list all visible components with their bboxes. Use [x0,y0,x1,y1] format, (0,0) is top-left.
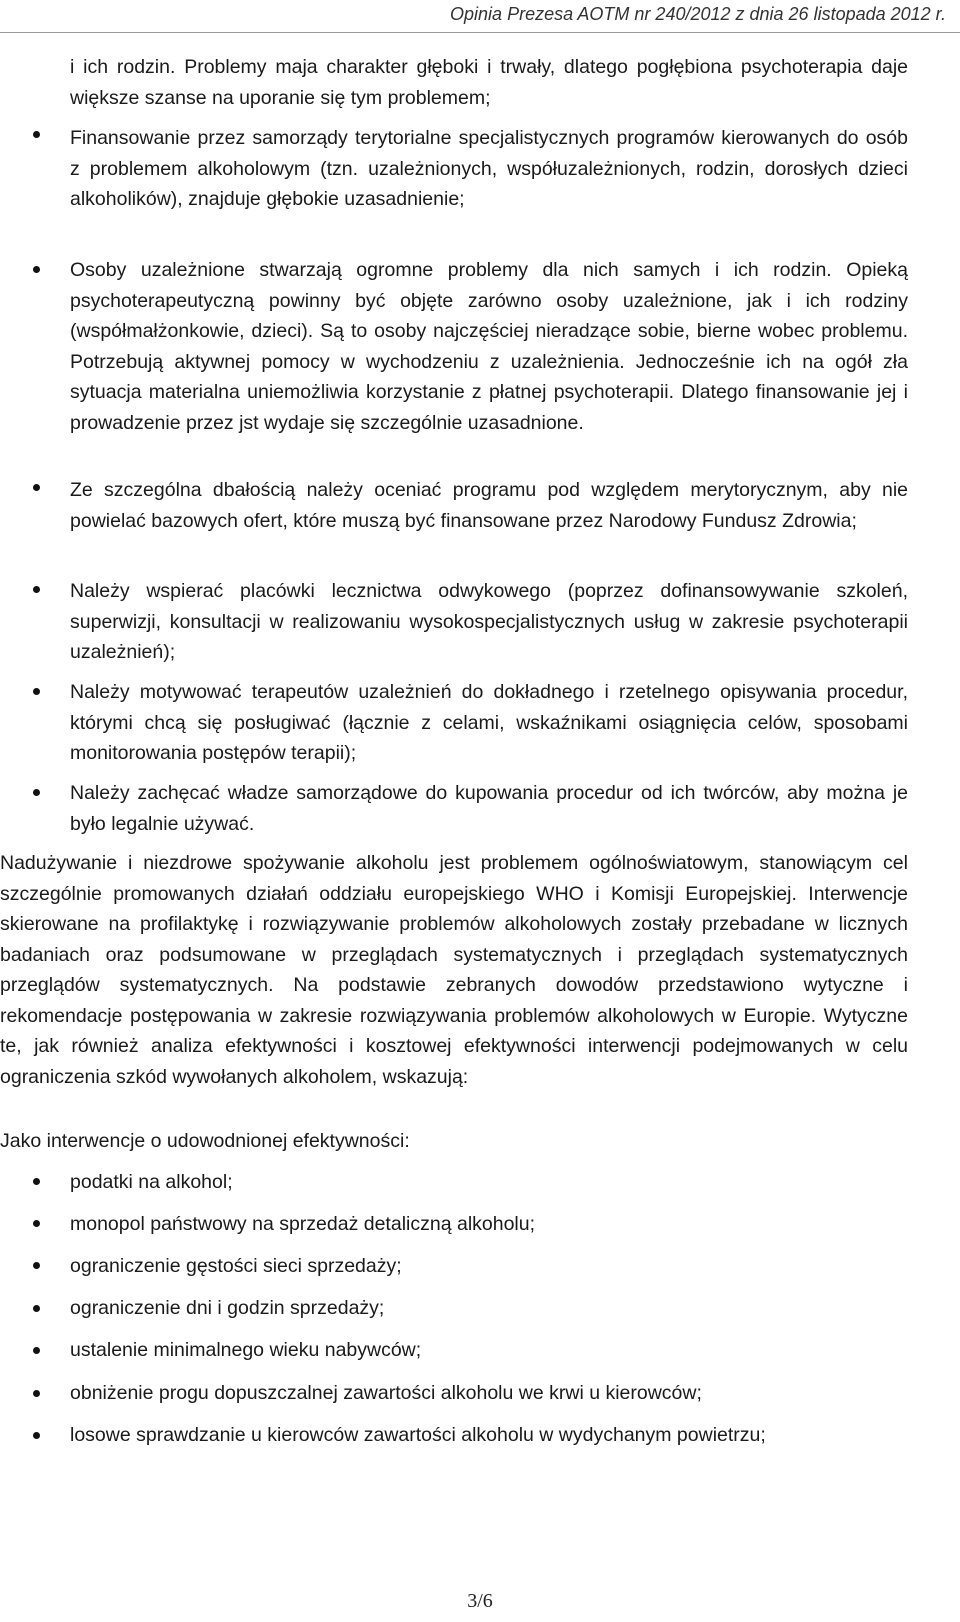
list-item: monopol państwowy na sprzedaż detaliczną alkoholu; [70,1213,536,1235]
list-item: ograniczenie gęstości sieci sprzedaży; [70,1255,402,1277]
bullet-icon [33,1178,40,1185]
body-paragraph: Nadużywanie i niezdrowe spożywanie alkoholu jest problemem ogólnoświatowym, stanowiącym cel szczególnie promowanych działań oddziału europejskiego WHO i Komisji Europejskiej. Interwencje skierowane na profilaktykę i rozwiązywanie problemów alkoholowych zostały przebadane w licznych badaniach oraz podsumowane w przeglądach systematycznych i przeglądach systematycznych przeglądów systematycznych. Na podstawie zebranych dowodów przedstawiono wytyczne i rekomendacje postępowania w zakresie rozwiązywania problemów alkoholowych w Europie. Wytyczne te, jak również analiza efektywności i kosztowej efektywności interwencji podejmowanych w celu ograniczenia szkód wywołanych alkoholem, wskazują: [0,852,908,1088]
bullet-icon [33,266,40,273]
bullet-icon [33,1432,40,1439]
list-intro: Jako interwencje o udowodnionej efektywności: [0,1130,410,1152]
bullet-icon [33,688,40,695]
bullet-icon [33,1390,40,1397]
list-item: ustalenie minimalnego wieku nabywców; [70,1339,422,1361]
bullet-icon [33,586,40,593]
continuation-text: i ich rodzin. Problemy maja charakter głęboki i trwały, dlatego pogłębiona psychoterapia daje większe szanse na uporanie się tym problemem; [70,56,908,109]
page-header: Opinia Prezesa AOTM nr 240/2012 z dnia 26 listopada 2012 r. [450,4,946,24]
bullet-icon [33,1220,40,1227]
list-item: Finansowanie przez samorządy terytorialne specjalistycznych programów kierowanych do osób z problemem alkoholowym (tzn. uzależnionych, współuzależnionych, rodzin, dorosłych dzieci alkoholików), znajduje głębokie uzasadnienie; [70,127,908,210]
bullet-icon [33,789,40,796]
bullet-icon [33,1262,40,1269]
bullet-icon [33,131,40,138]
list-item: obniżenie progu dopuszczalnej zawartości alkoholu we krwi u kierowców; [70,1382,702,1404]
header-divider [0,32,960,33]
list-item: ograniczenie dni i godzin sprzedaży; [70,1297,385,1319]
bullet-icon [33,484,40,491]
list-item: Osoby uzależnione stwarzają ogromne problemy dla nich samych i ich rodzin. Opieką psychoterapeutyczną powinny być objęte zarówno osoby uzależnione, jak i ich rodziny (współmałżonkowie, dzieci). Są to osoby najczęściej nieradzące sobie, bierne wobec problemu. Potrzebują aktywnej pomocy w wychodzeniu z uzależnienia. Jednocześnie ich na ogół zła sytuacja materialna uniemożliwia korzystanie z płatnej psychoterapii. Dlatego finansowanie jej i prowadzenie przez jst wydaje się szczególnie uzasadnione. [70,259,908,434]
bullet-icon [33,1347,40,1354]
bullet-icon [33,1305,40,1312]
list-item: Ze szczególna dbałością należy oceniać programu pod względem merytorycznym, aby nie powielać bazowych ofert, które muszą być finansowane przez Narodowy Fundusz Zdrowia; [70,479,908,532]
page-number: 3/6 [467,1590,493,1612]
list-item: Należy motywować terapeutów uzależnień do dokładnego i rzetelnego opisywania procedur, którymi chcą się posługiwać (łącznie z celami, wskaźnikami osiągnięcia celów, sposobami monitorowania postępów terapii); [70,681,908,764]
list-item: Należy wspierać placówki lecznictwa odwykowego (poprzez dofinansowywanie szkoleń, superwizji, konsultacji w realizowaniu wysokospecjalistycznych usług w zakresie psychoterapii uzależnień); [70,580,908,663]
list-item: Należy zachęcać władze samorządowe do kupowania procedur od ich twórców, aby można je było legalnie używać. [70,782,908,835]
list-item: podatki na alkohol; [70,1171,233,1193]
list-item: losowe sprawdzanie u kierowców zawartości alkoholu w wydychanym powietrzu; [70,1424,766,1446]
